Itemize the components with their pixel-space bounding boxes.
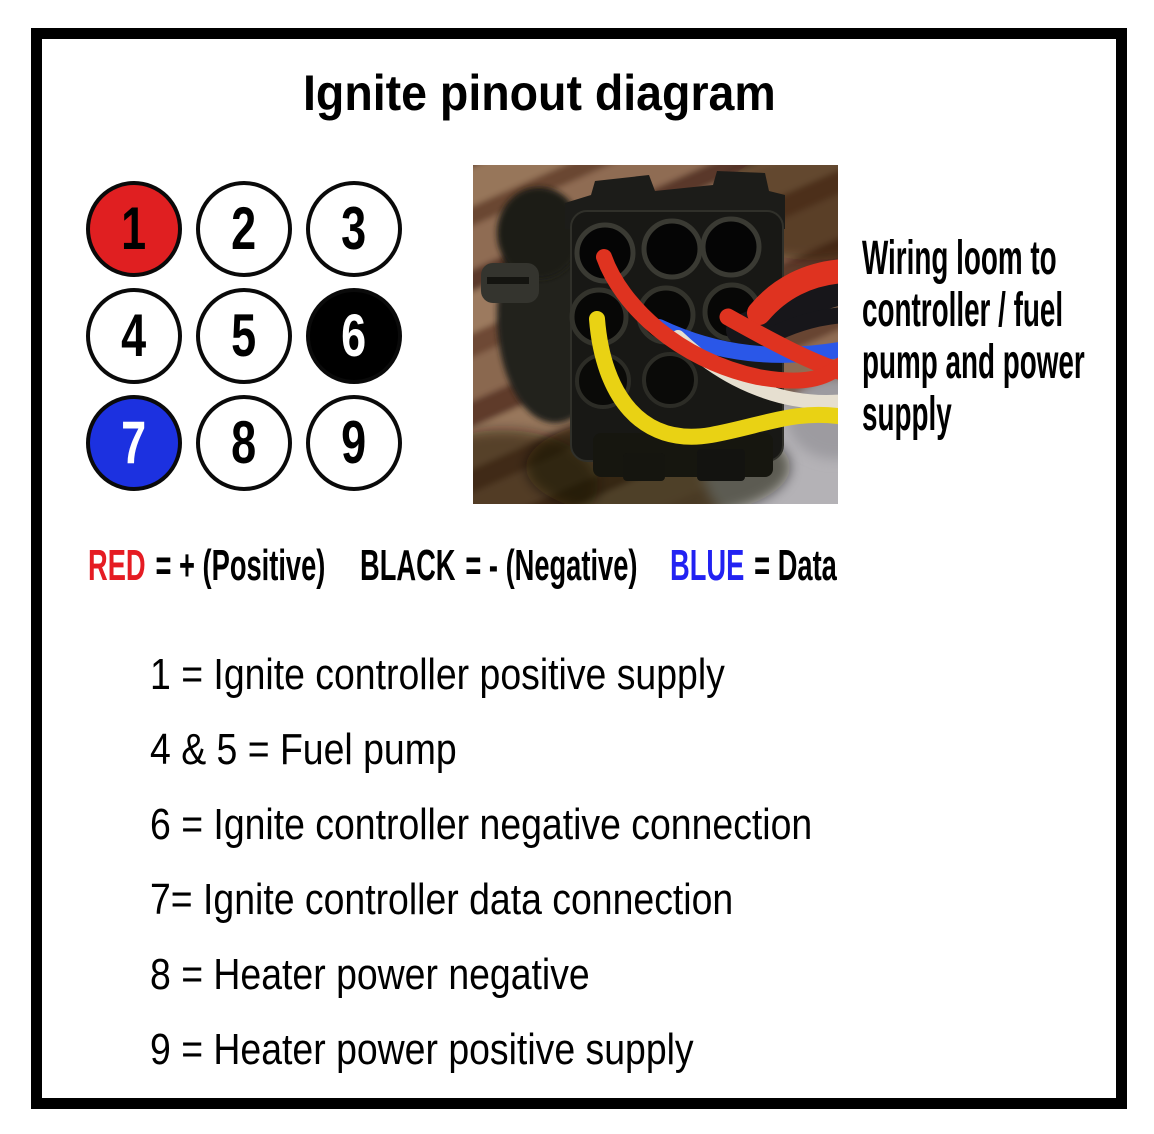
pin-description-list: [150, 637, 929, 1087]
pin-circle-7: [86, 395, 182, 491]
pin-grid: [86, 181, 402, 491]
pin-circle-2: [196, 181, 292, 277]
pin-circle-4: [86, 288, 182, 384]
pin-circle-5: [196, 288, 292, 384]
pin-number-7: 7: [121, 409, 147, 476]
caption-line: Wiring loom to: [862, 232, 1057, 285]
pin-description-7: 7= Ignite controller data connection: [150, 875, 734, 924]
page-title: [303, 65, 811, 121]
pin-circle-8: [196, 395, 292, 491]
pin-circle-3: [306, 181, 402, 277]
pin-description-6: 6 = Ignite controller negative connection: [150, 800, 813, 849]
photo-caption: [862, 233, 1154, 441]
connector-foot: [623, 453, 665, 481]
legend-blue-group: [670, 543, 939, 589]
page-title-text: Ignite pinout diagram: [303, 65, 776, 121]
pin-number-5: 5: [231, 302, 257, 369]
pin-number-8: 8: [231, 409, 257, 476]
legend-red-label: RED: [88, 541, 146, 590]
legend-blue-label: BLUE: [670, 541, 745, 590]
caption-line: pump and power: [862, 336, 1085, 389]
connector-foot: [697, 449, 745, 481]
pin-number-1: 1: [121, 195, 147, 262]
caption-line: supply: [862, 388, 952, 441]
connector-latch-tab: [487, 277, 529, 284]
legend-black-desc: = - (Negative): [465, 541, 638, 590]
pin-number-9: 9: [341, 409, 367, 476]
pin-number-6: 6: [341, 302, 367, 369]
pin-description-4-5: 4 & 5 = Fuel pump: [150, 725, 457, 774]
pin-circle-1: [86, 181, 182, 277]
pin-description-8: 8 = Heater power negative: [150, 950, 590, 999]
pin-description-1: 1 = Ignite controller positive supply: [150, 650, 725, 699]
legend-red-desc: = + (Positive): [155, 541, 326, 590]
pin-number-2: 2: [231, 195, 257, 262]
pin-description-9: 9 = Heater power positive supply: [150, 1025, 694, 1074]
connector-photo: [473, 165, 838, 504]
pin-circle-6: [306, 288, 402, 384]
pin-number-3: 3: [341, 195, 367, 262]
pin-circle-9: [306, 395, 402, 491]
pin-number-4: 4: [121, 302, 147, 369]
caption-line: controller / fuel: [862, 284, 1064, 337]
legend-blue-desc: = Data: [754, 541, 837, 590]
legend-black-label: BLACK: [360, 541, 456, 590]
